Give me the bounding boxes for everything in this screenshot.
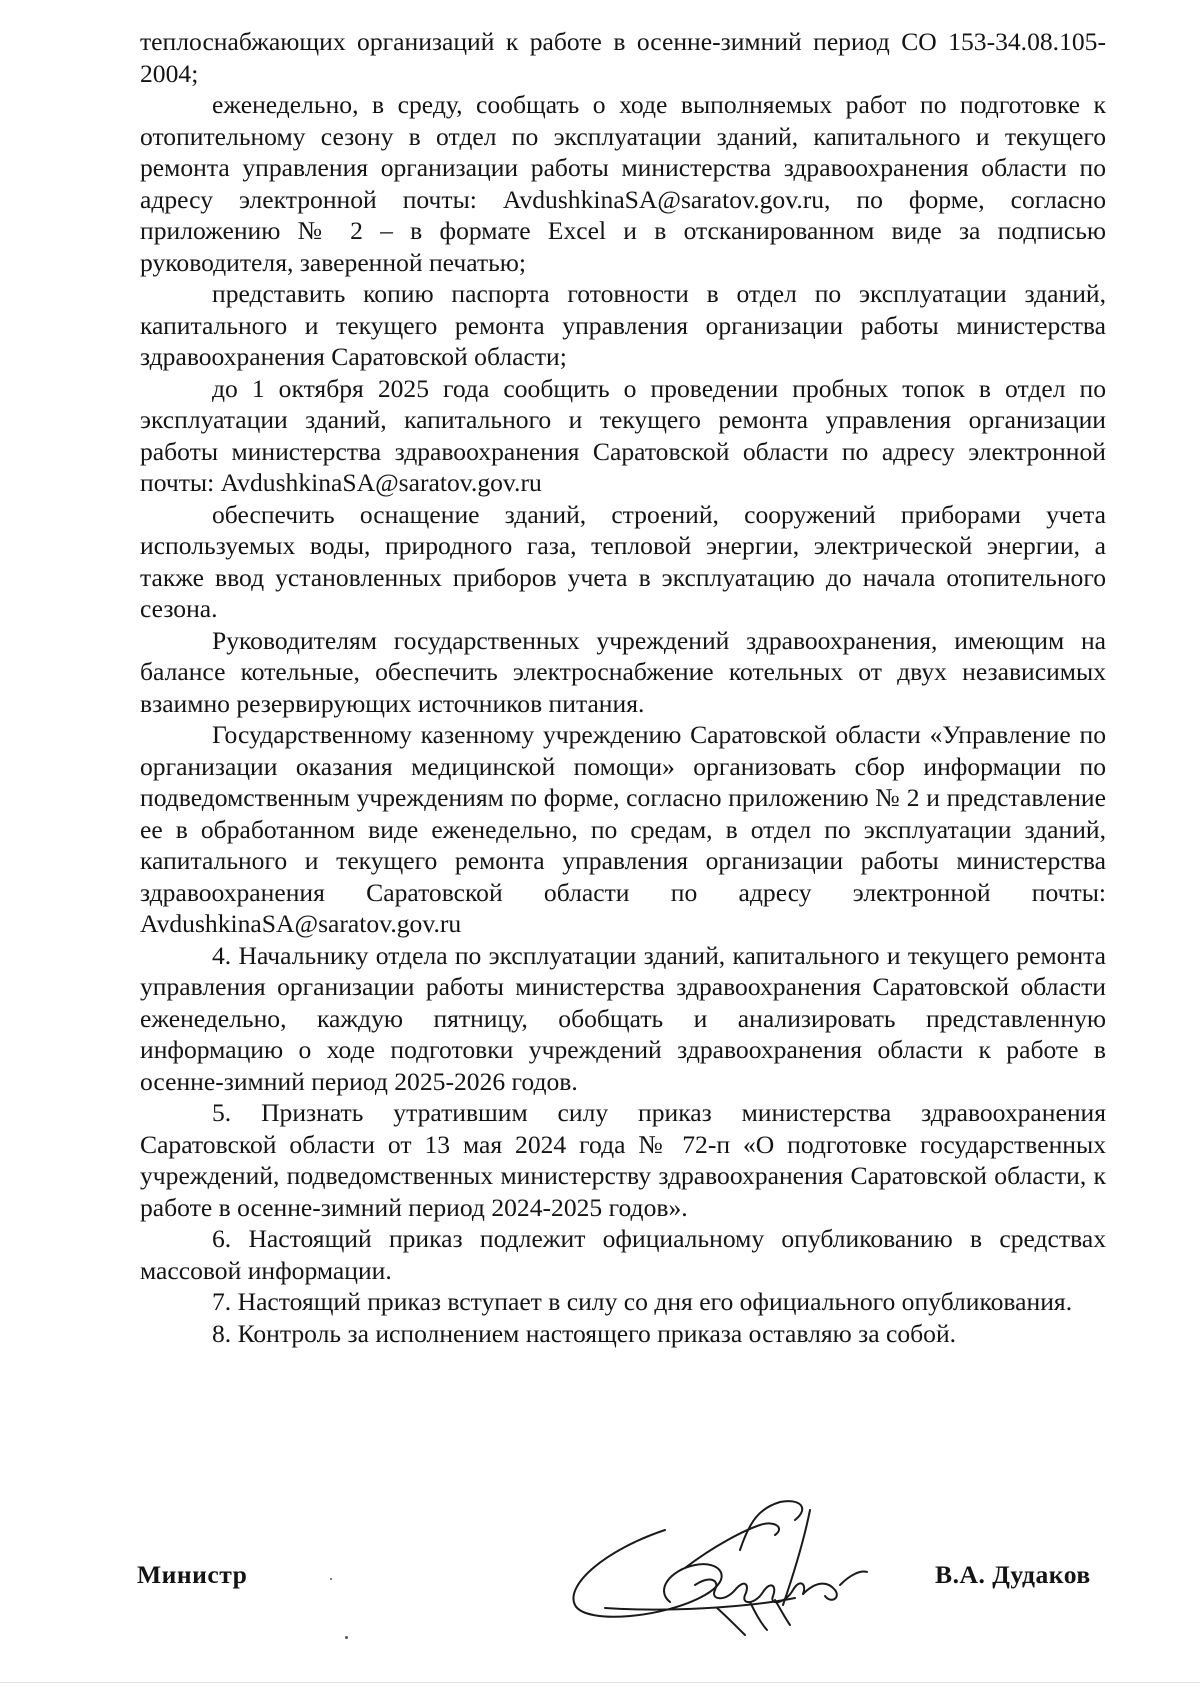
handwritten-signature: [545, 1490, 905, 1640]
scan-speck: [330, 1578, 332, 1580]
paragraph-item-5: 5. Признать утратившим силу приказ министерства здравоохранения Саратовской области от 13 мая 2024 года № 72-п «О подготовке государственных учреждений, подведомственных министерству здравоохранения Саратовской области, к работе в осенне-зимний период 2024-2025 годов».: [140, 1098, 1106, 1222]
scan-speck: [345, 1636, 348, 1639]
paragraph-trial-firing: до 1 октября 2025 года сообщить о проведении пробных топок в отдел по эксплуатации зданий, капитального и текущего ремонта управления организации работы министерства здравоохранения Саратовской области по адресу электронной почты: AvdushkinaSA@saratov.gov.ru: [140, 373, 1106, 497]
signatory-title: Министр: [137, 1560, 248, 1589]
paragraph-item-4: 4. Начальнику отдела по эксплуатации зданий, капитального и текущего ремонта управления организации работы министерства здравоохранения Саратовской области еженедельно, каждую пятницу, обобщать и анализировать представленную информацию о ходе подготовки учреждений здравоохранения области к работе в осенне-зимний период 2025-2026 годов.: [140, 940, 1106, 1096]
page-edge-line: [0, 1682, 1200, 1683]
document-body: [140, 26, 1106, 1349]
paragraph-item-7: 7. Настоящий приказ вступает в силу со дня его официального опубликования.: [212, 1287, 1073, 1316]
paragraph-weekly-report: еженедельно, в среду, сообщать о ходе выполняемых работ по подготовке к отопительному сезону в отдел по эксплуатации зданий, капитального и текущего ремонта управления организации работы министерства здравоохранения области по адресу электронной почты: AvdushkinaSA@saratov.gov.ru, по форме, согласно приложению № 2 – в формате Excel и в отсканированном виде за подписью руководителя, заверенной печатью;: [140, 90, 1106, 277]
paragraph-item-8: 8. Контроль за исполнением настоящего приказа оставляю за собой.: [212, 1318, 957, 1348]
paragraph-heat-supply-standard: теплоснабжающих организаций к работе в осенне-зимний период СО 153-34.08.105-2004;: [140, 27, 1106, 88]
paragraph-item-6: 6. Настоящий приказ подлежит официальному опубликованию в средствах массовой информации.: [140, 1224, 1106, 1285]
paragraph-readiness-passport: представить копию паспорта готовности в отдел по эксплуатации зданий, капитального и текущего ремонта управления организации работы министерства здравоохранения Саратовской области;: [140, 279, 1106, 371]
paragraph-metering-devices: обеспечить оснащение зданий, строений, сооружений приборами учета используемых воды, природного газа, тепловой энергии, электрической энергии, а также ввод установленных приборов учета в эксплуатацию до начала отопительного сезона.: [140, 499, 1106, 623]
signatory-name: В.А. Дудаков: [935, 1560, 1091, 1589]
paragraph-boiler-power: Руководителям государственных учреждений здравоохранения, имеющим на балансе котельные, обеспечить электроснабжение котельных от двух независимых взаимно резервирующих источников питания.: [140, 625, 1106, 718]
paragraph-gku-collection: Государственному казенному учреждению Саратовской области «Управление по организации оказания медицинской помощи» организовать сбор информации по подведомственным учреждениям по форме, согласно приложению № 2 и представление ее в обработанном виде еженедельно, по средам, в отдел по эксплуатации зданий, капитального и текущего ремонта управления организации работы министерства здравоохранения Саратовской области по адресу электронной почты: AvdushkinaSA@saratov.gov.ru: [140, 720, 1106, 938]
